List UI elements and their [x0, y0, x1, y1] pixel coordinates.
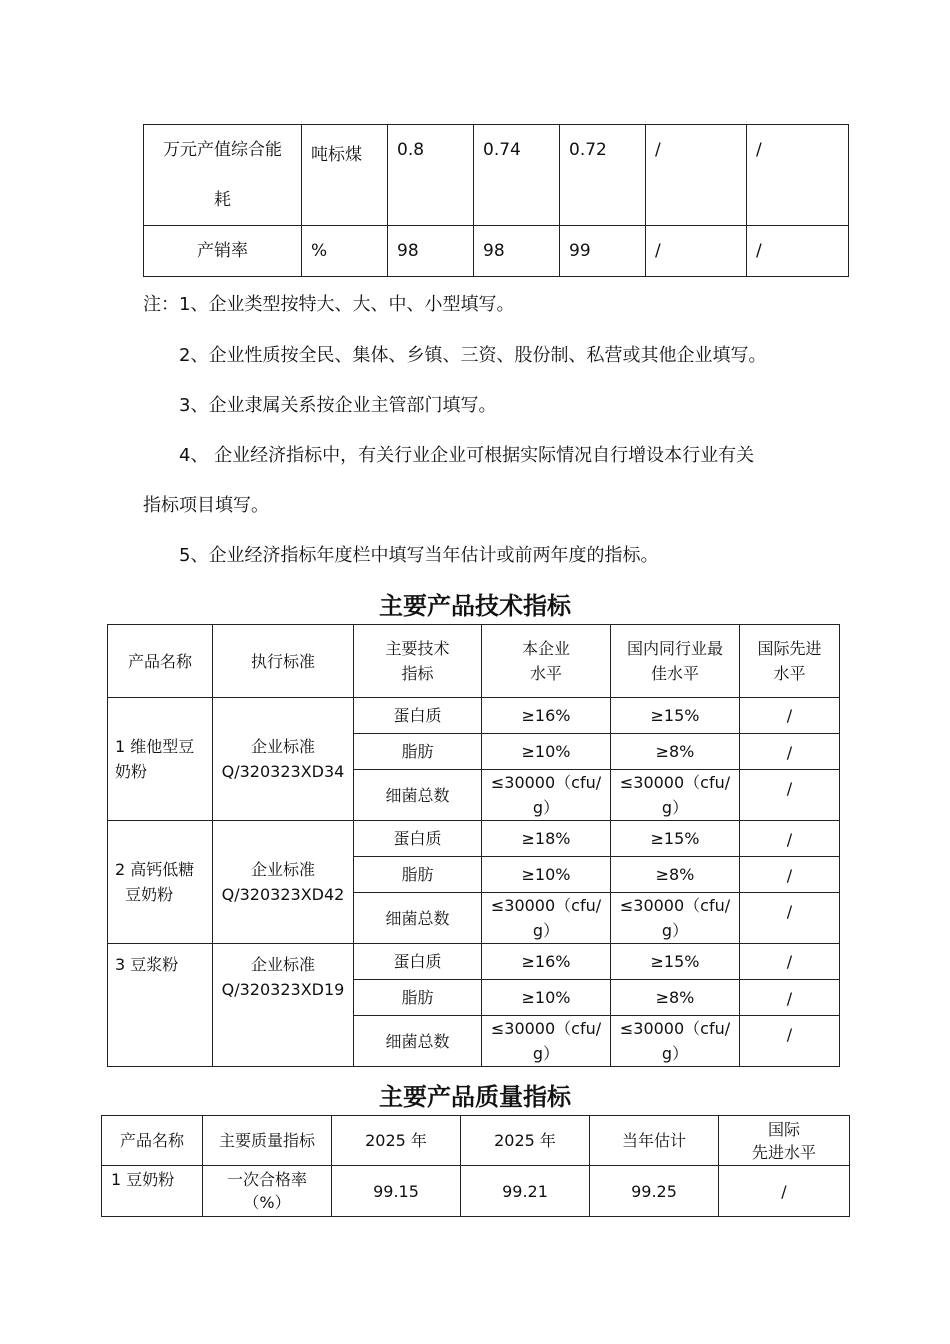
own-cell: ≥10%	[482, 857, 611, 893]
metric-cell: 一次合格率 （%）	[203, 1166, 332, 1217]
value-cell: 98	[474, 226, 560, 277]
metric-cell: 细菌总数	[354, 893, 482, 944]
value-cell: /	[646, 125, 747, 226]
own-cell: ≤30000（cfu/ g）	[482, 893, 611, 944]
note-4: 4、 企业经济指标中，有关行业企业可根据实际情况自行增设本行业有关	[179, 445, 755, 466]
table-row	[144, 226, 849, 277]
domestic-cell: ≥8%	[611, 734, 740, 770]
own-cell: ≤30000（cfu/ g）	[482, 770, 611, 821]
unit-cell: 吨标煤	[302, 125, 388, 226]
header-own-level: 本企业 水平	[482, 625, 611, 698]
header-product: 产品名称	[102, 1116, 203, 1166]
value-cell: 98	[388, 226, 474, 277]
year-1-value: 99.15	[332, 1166, 461, 1217]
intl-cell: /	[740, 980, 840, 1016]
header-standard: 执行标准	[213, 625, 354, 698]
own-cell: ≥18%	[482, 821, 611, 857]
own-cell: ≥16%	[482, 698, 611, 734]
table-row	[108, 944, 840, 980]
intl-cell: /	[740, 770, 840, 821]
header-domestic-best: 国内同行业最 佳水平	[611, 625, 740, 698]
estimate-value: 99.25	[590, 1166, 719, 1217]
value-cell: 0.74	[474, 125, 560, 226]
note-1: 注：1、企业类型按特大、大、中、小型填写。	[143, 294, 515, 315]
intl-cell: /	[740, 1016, 840, 1067]
domestic-cell: ≤30000（cfu/ g）	[611, 893, 740, 944]
product-name: 2 高钙低糖 豆奶粉	[108, 821, 213, 944]
value-cell: /	[747, 125, 849, 226]
table-row	[102, 1166, 850, 1217]
value-cell: 99	[560, 226, 646, 277]
metric-cell: 细菌总数	[354, 1016, 482, 1067]
metric-cell: 蛋白质	[354, 698, 482, 734]
table-header-row	[102, 1116, 850, 1166]
own-cell: ≥10%	[482, 734, 611, 770]
metric-cell: 蛋白质	[354, 944, 482, 980]
own-cell: ≤30000（cfu/ g）	[482, 1016, 611, 1067]
intl-value: /	[719, 1166, 850, 1217]
indicator-name: 万元产值综合能 耗	[144, 125, 302, 226]
header-estimate: 当年估计	[590, 1116, 719, 1166]
table-row	[144, 125, 849, 226]
intl-cell: /	[740, 734, 840, 770]
value-cell: 0.8	[388, 125, 474, 226]
indicator-name: 产销率	[144, 226, 302, 277]
metric-cell: 脂肪	[354, 734, 482, 770]
intl-cell: /	[740, 944, 840, 980]
product-standard: 企业标准 Q/320323XD19	[213, 944, 354, 1067]
table-row	[108, 821, 840, 857]
own-cell: ≥10%	[482, 980, 611, 1016]
domestic-cell: ≥15%	[611, 944, 740, 980]
metric-cell: 蛋白质	[354, 821, 482, 857]
domestic-cell: ≥8%	[611, 980, 740, 1016]
domestic-cell: ≥15%	[611, 821, 740, 857]
header-metric: 主要技术 指标	[354, 625, 482, 698]
product-name: 1 豆奶粉	[102, 1166, 203, 1217]
unit-cell: %	[302, 226, 388, 277]
energy-indicator-table	[143, 124, 849, 277]
table-row	[108, 698, 840, 734]
domestic-cell: ≤30000（cfu/ g）	[611, 1016, 740, 1067]
metric-cell: 细菌总数	[354, 770, 482, 821]
metric-cell: 脂肪	[354, 857, 482, 893]
intl-cell: /	[740, 698, 840, 734]
product-name: 3 豆浆粉	[108, 944, 213, 1067]
year-2-value: 99.21	[461, 1166, 590, 1217]
domestic-cell: ≥8%	[611, 857, 740, 893]
header-year-2: 2025 年	[461, 1116, 590, 1166]
metric-cell: 脂肪	[354, 980, 482, 1016]
header-intl-level: 国际先进 水平	[740, 625, 840, 698]
tech-indicator-table	[107, 624, 840, 1067]
header-year-1: 2025 年	[332, 1116, 461, 1166]
tech-section-title: 主要产品技术指标	[379, 592, 571, 620]
intl-cell: /	[740, 821, 840, 857]
intl-cell: /	[740, 893, 840, 944]
note-2: 2、企业性质按全民、集体、乡镇、三资、股份制、私营或其他企业填写。	[179, 345, 767, 366]
note-3: 3、企业隶属关系按企业主管部门填写。	[179, 395, 497, 416]
product-standard: 企业标准 Q/320323XD34	[213, 698, 354, 821]
own-cell: ≥16%	[482, 944, 611, 980]
intl-cell: /	[740, 857, 840, 893]
note-5: 5、企业经济指标年度栏中填写当年估计或前两年度的指标。	[179, 545, 659, 566]
value-cell: 0.72	[560, 125, 646, 226]
domestic-cell: ≥15%	[611, 698, 740, 734]
value-cell: /	[747, 226, 849, 277]
header-product: 产品名称	[108, 625, 213, 698]
quality-indicator-table	[101, 1115, 850, 1217]
table-header-row	[108, 625, 840, 698]
domestic-cell: ≤30000（cfu/ g）	[611, 770, 740, 821]
header-metric: 主要质量指标	[203, 1116, 332, 1166]
header-intl: 国际 先进水平	[719, 1116, 850, 1166]
note-4-continued: 指标项目填写。	[143, 495, 269, 516]
quality-section-title: 主要产品质量指标	[379, 1083, 571, 1111]
value-cell: /	[646, 226, 747, 277]
product-name: 1 维他型豆 奶粉	[108, 698, 213, 821]
product-standard: 企业标准 Q/320323XD42	[213, 821, 354, 944]
